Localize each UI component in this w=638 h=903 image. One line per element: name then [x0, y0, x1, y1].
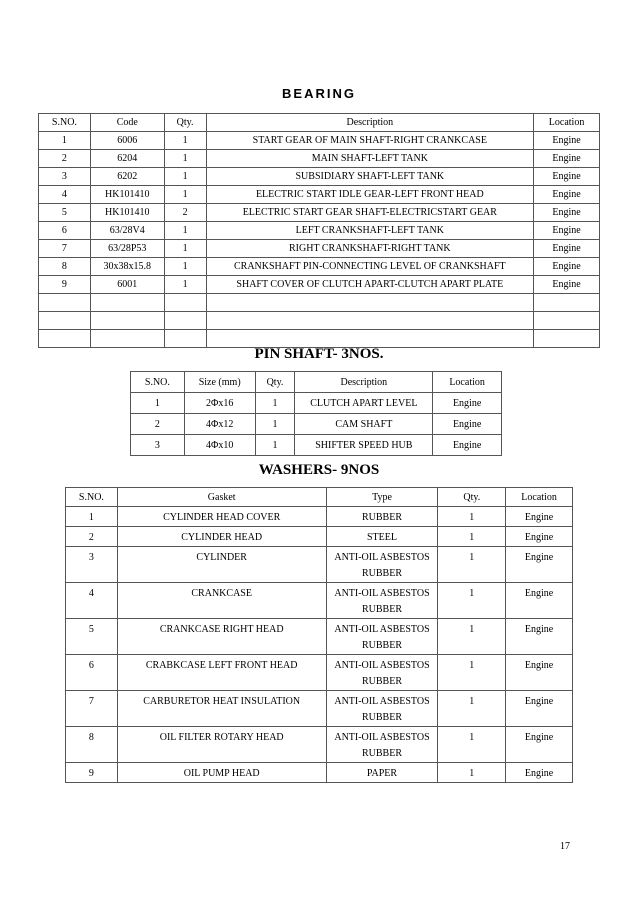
empty-cell — [534, 312, 600, 330]
cell-type — [326, 619, 438, 655]
cell-code: 6006 — [90, 132, 164, 150]
cell-location: Engine — [534, 258, 600, 276]
cell-description: SHAFT COVER OF CLUTCH APART-CLUTCH APART PLATE — [206, 276, 534, 294]
empty-cell — [164, 294, 206, 312]
table-row — [66, 727, 573, 763]
empty-cell — [206, 294, 534, 312]
cell-description: SUBSIDIARY SHAFT-LEFT TANK — [206, 168, 534, 186]
cell-code: 6202 — [90, 168, 164, 186]
cell-description: LEFT CRANKSHAFT-LEFT TANK — [206, 222, 534, 240]
cell-type: PAPER — [326, 763, 438, 783]
cell-location: Engine — [534, 222, 600, 240]
cell-size: 4Φx12 — [184, 414, 255, 435]
cell-type: STEEL — [326, 527, 438, 547]
cell-description: RIGHT CRANKSHAFT-RIGHT TANK — [206, 240, 534, 258]
cell-qty: 1 — [438, 763, 506, 783]
table-header-row — [66, 488, 573, 507]
cell-qty: 1 — [164, 150, 206, 168]
header-sno: S.NO. — [66, 488, 118, 507]
table-row — [39, 168, 600, 186]
cell-location: Engine — [506, 619, 573, 655]
table-row — [66, 527, 573, 547]
cell-code: 6001 — [90, 276, 164, 294]
cell-sno: 1 — [131, 393, 185, 414]
empty-cell — [90, 294, 164, 312]
cell-code: HK101410 — [90, 186, 164, 204]
cell-location: Engine — [506, 727, 573, 763]
cell-code: HK101410 — [90, 204, 164, 222]
cell-qty: 1 — [438, 655, 506, 691]
cell-qty: 1 — [164, 222, 206, 240]
bearing-table — [38, 113, 600, 348]
empty-cell — [534, 294, 600, 312]
empty-cell — [206, 312, 534, 330]
table-row — [131, 414, 502, 435]
header-qty: Qty. — [438, 488, 506, 507]
cell-sno: 1 — [39, 132, 91, 150]
cell-qty: 2 — [164, 204, 206, 222]
cell-sno: 4 — [66, 583, 118, 619]
empty-cell — [39, 294, 91, 312]
empty-row — [39, 330, 600, 348]
table-row — [66, 547, 573, 583]
type-line-1: ANTI-OIL ASBESTOS — [334, 660, 430, 671]
table-row — [39, 276, 600, 294]
table-row — [66, 763, 573, 783]
cell-description: MAIN SHAFT-LEFT TANK — [206, 150, 534, 168]
header-qty: Qty. — [164, 114, 206, 132]
cell-qty: 1 — [255, 393, 295, 414]
header-gasket: Gasket — [117, 488, 326, 507]
cell-location: Engine — [506, 547, 573, 583]
cell-code: 63/28P53 — [90, 240, 164, 258]
cell-description: ELECTRIC START IDLE GEAR-LEFT FRONT HEAD — [206, 186, 534, 204]
empty-cell — [39, 330, 91, 348]
empty-cell — [90, 330, 164, 348]
table-row — [39, 204, 600, 222]
cell-description: CLUTCH APART LEVEL — [295, 393, 433, 414]
cell-gasket: CARBURETOR HEAT INSULATION — [117, 691, 326, 727]
cell-gasket: OIL FILTER ROTARY HEAD — [117, 727, 326, 763]
empty-row — [39, 294, 600, 312]
type-line-2: RUBBER — [361, 748, 402, 759]
cell-qty: 1 — [438, 507, 506, 527]
cell-location: Engine — [506, 583, 573, 619]
cell-qty: 1 — [255, 414, 295, 435]
cell-location: Engine — [534, 132, 600, 150]
cell-qty: 1 — [438, 619, 506, 655]
cell-type — [326, 655, 438, 691]
cell-code: 6204 — [90, 150, 164, 168]
header-description: Description — [206, 114, 534, 132]
cell-location: Engine — [534, 276, 600, 294]
cell-sno: 7 — [66, 691, 118, 727]
header-code: Code — [90, 114, 164, 132]
cell-description: SHIFTER SPEED HUB — [295, 435, 433, 456]
cell-description: ELECTRIC START GEAR SHAFT-ELECTRICSTART GEAR — [206, 204, 534, 222]
type-line-1: ANTI-OIL ASBESTOS — [334, 552, 430, 563]
type-line-2: RUBBER — [361, 676, 402, 687]
type-line-2: RUBBER — [361, 640, 402, 651]
cell-sno: 5 — [66, 619, 118, 655]
cell-location: Engine — [506, 763, 573, 783]
type-line-1: ANTI-OIL ASBESTOS — [334, 624, 430, 635]
cell-location: Engine — [506, 691, 573, 727]
cell-qty: 1 — [164, 132, 206, 150]
cell-gasket: OIL PUMP HEAD — [117, 763, 326, 783]
header-qty: Qty. — [255, 372, 295, 393]
bearing-title: BEARING — [282, 86, 356, 101]
cell-sno: 3 — [131, 435, 185, 456]
header-location: Location — [506, 488, 573, 507]
table-row — [39, 240, 600, 258]
cell-type — [326, 691, 438, 727]
page-number: 17 — [560, 841, 570, 852]
table-row — [131, 435, 502, 456]
table-row — [39, 186, 600, 204]
cell-gasket: CYLINDER — [117, 547, 326, 583]
cell-type — [326, 583, 438, 619]
washers-table — [65, 487, 573, 783]
cell-sno: 3 — [39, 168, 91, 186]
type-line-2: RUBBER — [361, 568, 402, 579]
table-header-row — [39, 114, 600, 132]
cell-sno: 7 — [39, 240, 91, 258]
header-sno: S.NO. — [131, 372, 185, 393]
table-row — [39, 132, 600, 150]
cell-sno: 2 — [66, 527, 118, 547]
cell-qty: 1 — [164, 258, 206, 276]
table-row — [39, 222, 600, 240]
cell-sno: 3 — [66, 547, 118, 583]
table-row — [66, 691, 573, 727]
cell-qty: 1 — [438, 583, 506, 619]
type-line-2: RUBBER — [361, 604, 402, 615]
table-row — [39, 258, 600, 276]
table-row — [131, 393, 502, 414]
cell-location: Engine — [534, 186, 600, 204]
table-row — [39, 150, 600, 168]
header-location: Location — [433, 372, 502, 393]
cell-size: 2Φx16 — [184, 393, 255, 414]
cell-location: Engine — [534, 150, 600, 168]
cell-qty: 1 — [164, 168, 206, 186]
cell-sno: 4 — [39, 186, 91, 204]
cell-location: Engine — [433, 393, 502, 414]
table-row — [66, 507, 573, 527]
cell-qty: 1 — [164, 240, 206, 258]
cell-description: CAM SHAFT — [295, 414, 433, 435]
cell-sno: 2 — [39, 150, 91, 168]
cell-qty: 1 — [164, 186, 206, 204]
empty-cell — [534, 330, 600, 348]
pin-shaft-title: PIN SHAFT- 3NOS. — [254, 346, 384, 362]
cell-sno: 8 — [66, 727, 118, 763]
cell-location: Engine — [506, 527, 573, 547]
header-description: Description — [295, 372, 433, 393]
cell-code: 30x38x15.8 — [90, 258, 164, 276]
cell-location: Engine — [534, 204, 600, 222]
type-line-1: ANTI-OIL ASBESTOS — [334, 732, 430, 743]
cell-location: Engine — [506, 507, 573, 527]
washers-title: WASHERS- 9NOS — [258, 462, 380, 478]
cell-sno: 9 — [39, 276, 91, 294]
cell-gasket: CRABKCASE LEFT FRONT HEAD — [117, 655, 326, 691]
type-line-1: ANTI-OIL ASBESTOS — [334, 588, 430, 599]
pin-shaft-table — [130, 371, 502, 456]
empty-cell — [39, 312, 91, 330]
cell-qty: 1 — [438, 727, 506, 763]
cell-gasket: CRANKCASE RIGHT HEAD — [117, 619, 326, 655]
cell-description: CRANKSHAFT PIN-CONNECTING LEVEL OF CRANKSHAFT — [206, 258, 534, 276]
cell-qty: 1 — [255, 435, 295, 456]
cell-type — [326, 727, 438, 763]
cell-qty: 1 — [438, 691, 506, 727]
cell-sno: 1 — [66, 507, 118, 527]
cell-type — [326, 547, 438, 583]
header-sno: S.NO. — [39, 114, 91, 132]
cell-gasket: CYLINDER HEAD COVER — [117, 507, 326, 527]
cell-description: START GEAR OF MAIN SHAFT-RIGHT CRANKCASE — [206, 132, 534, 150]
cell-type: RUBBER — [326, 507, 438, 527]
type-line-2: RUBBER — [361, 712, 402, 723]
cell-sno: 9 — [66, 763, 118, 783]
type-line-1: ANTI-OIL ASBESTOS — [334, 696, 430, 707]
header-size: Size (mm) — [184, 372, 255, 393]
cell-gasket: CYLINDER HEAD — [117, 527, 326, 547]
cell-sno: 5 — [39, 204, 91, 222]
cell-size: 4Φx10 — [184, 435, 255, 456]
empty-cell — [206, 330, 534, 348]
cell-qty: 1 — [438, 527, 506, 547]
cell-location: Engine — [433, 414, 502, 435]
cell-location: Engine — [433, 435, 502, 456]
header-type: Type — [326, 488, 438, 507]
table-header-row — [131, 372, 502, 393]
header-location: Location — [534, 114, 600, 132]
cell-qty: 1 — [438, 547, 506, 583]
cell-location: Engine — [534, 168, 600, 186]
empty-cell — [164, 330, 206, 348]
cell-sno: 2 — [131, 414, 185, 435]
empty-row — [39, 312, 600, 330]
cell-gasket: CRANKCASE — [117, 583, 326, 619]
cell-sno: 6 — [39, 222, 91, 240]
table-row — [66, 583, 573, 619]
cell-location: Engine — [506, 655, 573, 691]
empty-cell — [164, 312, 206, 330]
table-row — [66, 655, 573, 691]
empty-cell — [90, 312, 164, 330]
cell-sno: 8 — [39, 258, 91, 276]
cell-code: 63/28V4 — [90, 222, 164, 240]
table-row — [66, 619, 573, 655]
cell-sno: 6 — [66, 655, 118, 691]
cell-qty: 1 — [164, 276, 206, 294]
cell-location: Engine — [534, 240, 600, 258]
